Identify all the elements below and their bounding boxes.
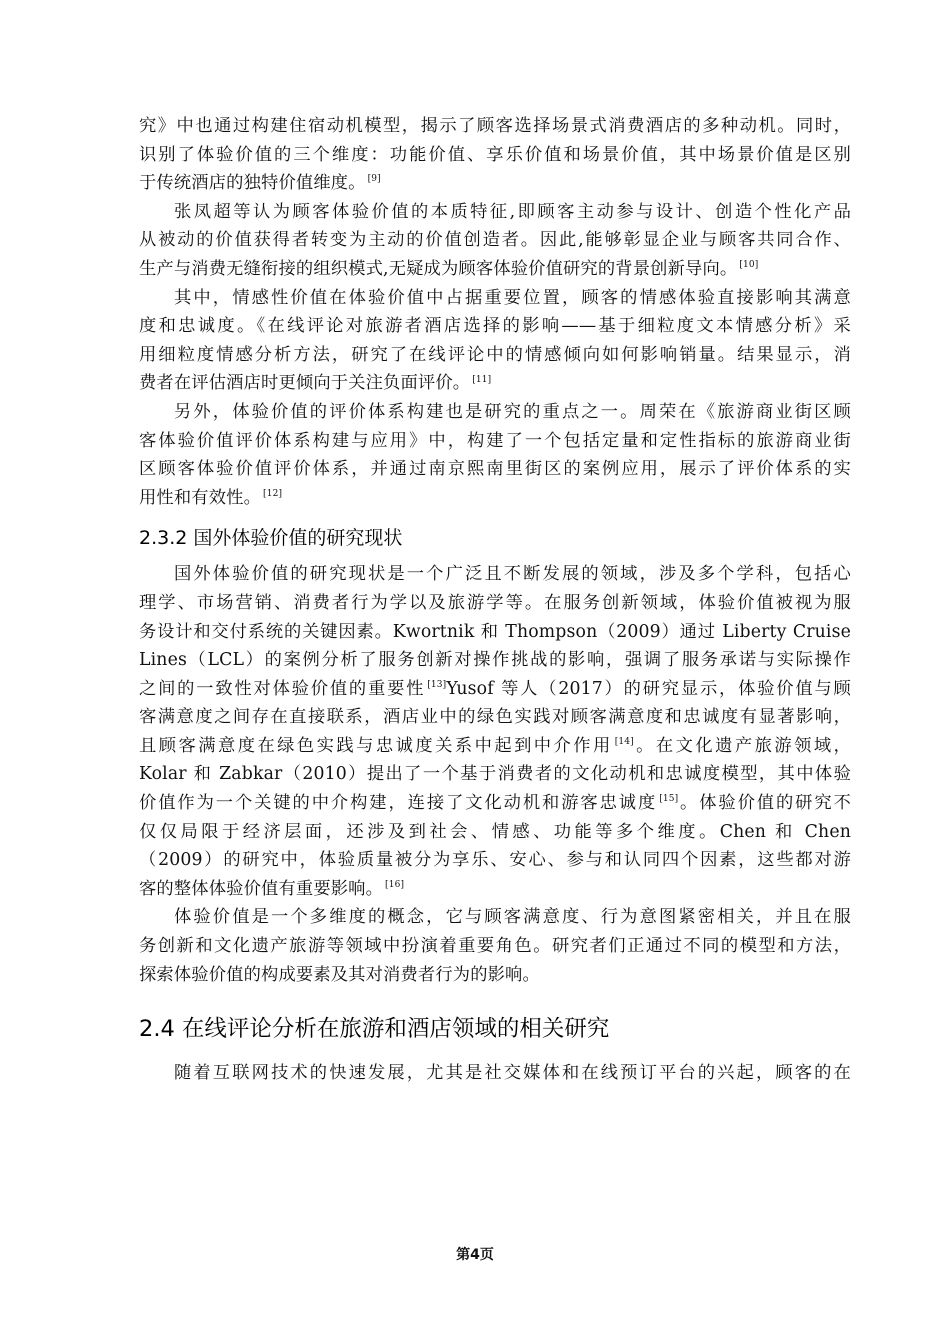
text-line <box>139 732 851 761</box>
text-line: 客满意度之间存在直接联系，酒店业中的绿色实践对顾客满意度和忠诚度有显著影响， <box>139 707 851 728</box>
text-line <box>139 427 851 456</box>
paragraph-group <box>139 112 851 512</box>
paragraph-summary <box>139 903 851 989</box>
text-line: 国外体验价值的研究现状是一个广泛且不断发展的领域，涉及多个学科，包括心 <box>174 564 851 585</box>
text-line: 探索体验价值的构成要素及其对消费者行为的影响。 <box>139 964 540 985</box>
text-line <box>139 369 851 398</box>
text-run: 且顾客满意度在绿色实践与忠诚度关系中起到中介作用 <box>139 735 613 756</box>
citation-marker: [10] <box>739 260 759 271</box>
section-heading-2-4: 2.4 在线评论分析在旅游和酒店领域的相关研究 <box>139 1016 610 1043</box>
citation-marker: [12] <box>263 488 283 499</box>
text-line <box>139 789 851 818</box>
text-line <box>139 675 851 704</box>
text-line <box>139 284 851 313</box>
text-run: 张凤超等认为顾客体验价值的本质特征,即顾客主动参与设计、创造个性化产品 <box>174 201 851 222</box>
text-run: 识别了体验价值的三个维度：功能价值、享乐价值和场景价值，其中场景价值是区别 <box>139 144 851 165</box>
text-line <box>139 312 851 341</box>
text-line <box>139 341 851 370</box>
paragraph <box>139 198 851 284</box>
text-line: 仅仅局限于经济层面，还涉及到社会、情感、功能等多个维度。Chen 和 Chen <box>139 821 851 842</box>
text-run: 用细粒度情感分析方法，研究了在线评论中的情感倾向如何影响销量。结果显示，消 <box>139 344 851 365</box>
text-run: 区顾客体验价值评价体系，并通过南京熙南里街区的案例应用，展示了评价体系的实 <box>139 459 851 480</box>
paragraph-online-reviews <box>139 1059 851 1088</box>
text-run: 于传统酒店的独特价值维度。 <box>139 173 366 194</box>
paragraph <box>139 112 851 198</box>
paragraph <box>139 284 851 398</box>
text-line: Lines（LCL）的案例分析了服务创新对操作挑战的影响，强调了服务承诺与实际操作 <box>139 650 851 671</box>
text-line <box>139 112 851 141</box>
paragraph <box>139 398 851 512</box>
citation-marker: [9] <box>367 174 381 185</box>
text-line: 体验价值是一个多维度的概念，它与顾客满意度、行为意图紧密相关，并且在服 <box>174 907 851 928</box>
citation-13: [13] <box>427 679 447 690</box>
text-run: Yusof 等人（2017）的研究显示，体验价值与顾 <box>446 678 851 699</box>
text-run: 其中，情感性价值在体验价值中占据重要位置，顾客的情感体验直接影响其满意 <box>174 287 851 308</box>
text-run: 。体验价值的研究不 <box>678 793 851 814</box>
citation-16: [16] <box>385 880 405 891</box>
text-line <box>139 226 851 255</box>
text-line <box>139 169 851 198</box>
section-heading-2-3-2: 2.3.2 国外体验价值的研究现状 <box>139 527 403 550</box>
paragraph-foreign-research <box>139 560 851 903</box>
text-line: 理学、市场营销、消费者行为学以及旅游学等。在服务创新领域，体验价值被视为服 <box>139 592 851 613</box>
text-line: 务设计和交付系统的关键因素。Kwortnik 和 Thompson（2009）通过 Liberty Cruise <box>139 621 851 642</box>
text-run: 客的整体体验价值有重要影响。 <box>139 878 384 899</box>
text-line <box>139 455 851 484</box>
text-run: 从被动的价值获得者转变为主动的价值创造者。因此,能够彰显企业与顾客共同合作、 <box>139 230 851 251</box>
text-run: 客体验价值评价体系构建与应用》中，构建了一个包括定量和定性指标的旅游商业街 <box>139 430 851 451</box>
text-line <box>139 484 851 513</box>
text-run: 究》中也通过构建住宿动机模型，揭示了顾客选择场景式消费酒店的多种动机。同时， <box>139 116 851 136</box>
text-line <box>139 875 851 904</box>
text-run: 生产与消费无缝衔接的组织模式,无疑成为顾客体验价值研究的背景创新导向。 <box>139 258 738 279</box>
citation-marker: [11] <box>472 374 492 385</box>
citation-14: [14] <box>614 737 634 748</box>
text-run: 用性和有效性。 <box>139 487 262 508</box>
citation-15: [15] <box>659 794 679 805</box>
text-line: （2009）的研究中，体验质量被分为享乐、安心、参与和认同四个因素，这些都对游 <box>139 850 851 871</box>
text-run: 费者在评估酒店时更倾向于关注负面评价。 <box>139 373 471 394</box>
text-line <box>139 255 851 284</box>
text-line <box>139 198 851 227</box>
text-run: 价值作为一个关键的中介构建，连接了文化动机和游客忠诚度 <box>139 793 658 814</box>
text-line <box>139 141 851 170</box>
text-run: 之间的一致性对体验价值的重要性 <box>139 678 426 699</box>
text-run: 。在文化遗产旅游领域， <box>633 735 851 756</box>
text-line: Kolar 和 Zabkar（2010）提出了一个基于消费者的文化动机和忠诚度模型，其中体验 <box>139 764 851 785</box>
text-run: 另外，体验价值的评价体系构建也是研究的重点之一。周荣在《旅游商业街区顾 <box>174 401 851 422</box>
page-number: 第4页 <box>456 1247 494 1263</box>
text-line <box>139 398 851 427</box>
text-line: 随着互联网技术的快速发展，尤其是社交媒体和在线预订平台的兴起，顾客的在 <box>174 1063 851 1084</box>
page-body <box>139 112 851 1088</box>
text-run: 度和忠诚度。《在线评论对旅游者酒店选择的影响——基于细粒度文本情感分析》采 <box>139 316 851 337</box>
text-line: 务创新和文化遗产旅游等领域中扮演着重要角色。研究者们正通过不同的模型和方法， <box>139 936 851 957</box>
